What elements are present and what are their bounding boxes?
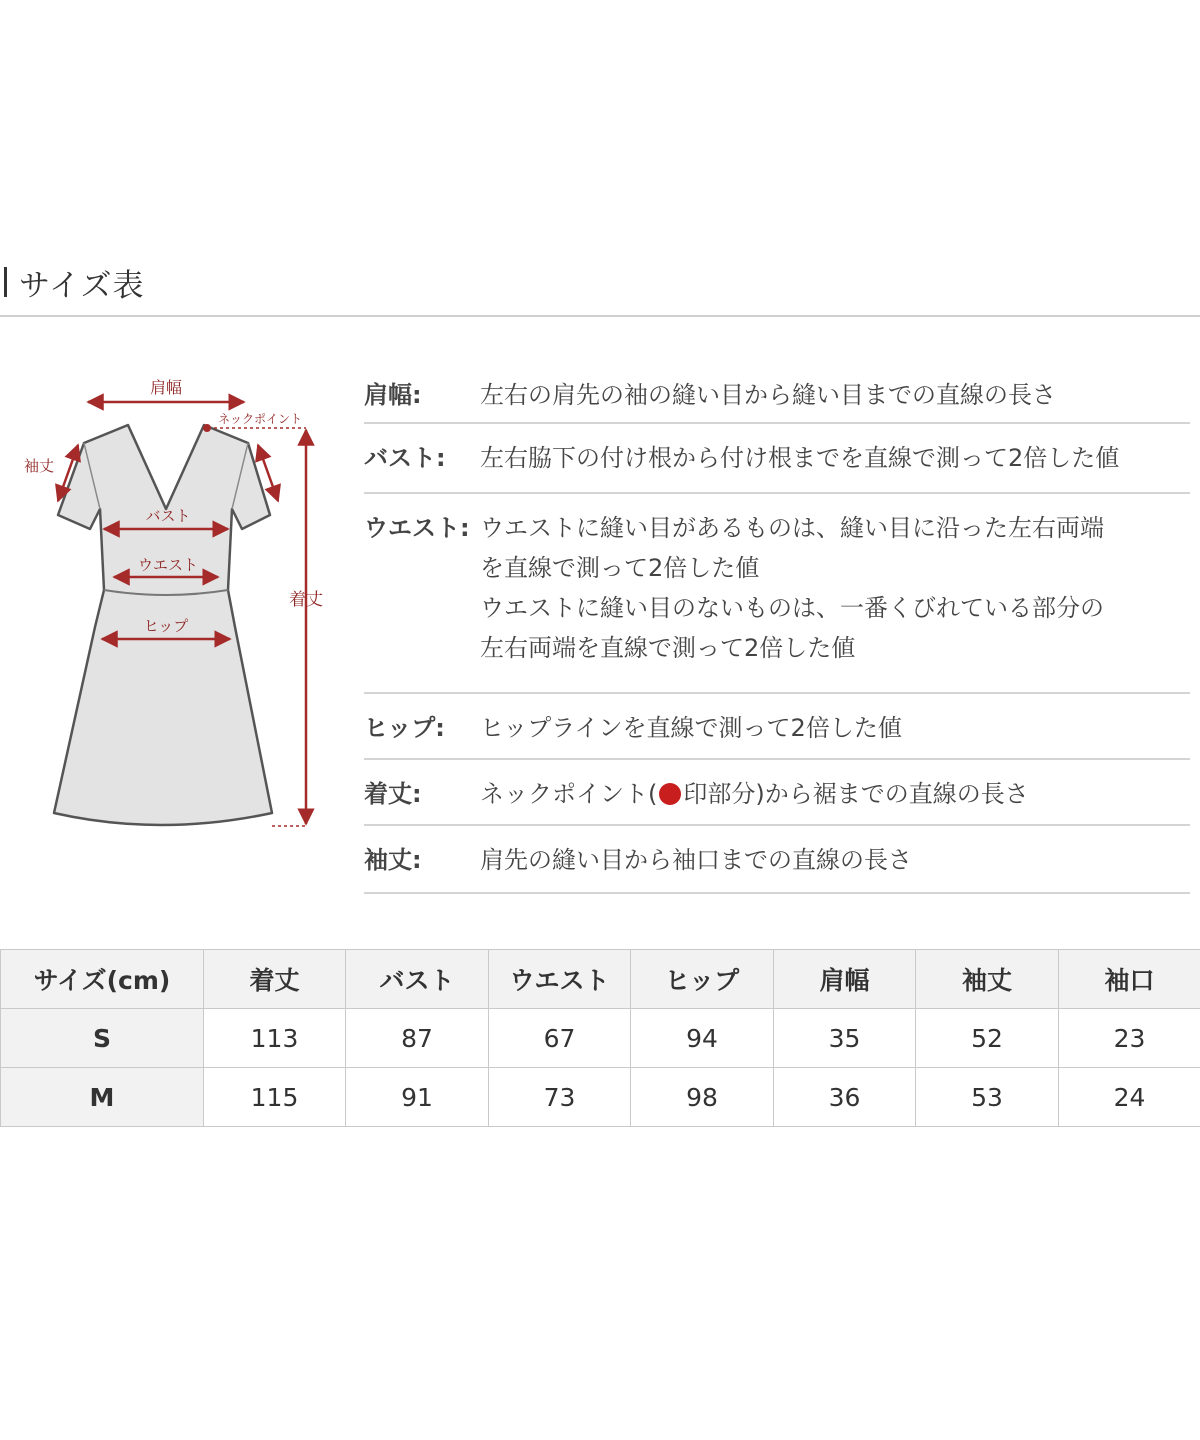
column-header-cuff: 袖口	[1059, 950, 1200, 1009]
definition-text	[480, 438, 1190, 492]
heading-accent-bar	[4, 267, 7, 297]
definition-line: を直線で測って2倍した値	[480, 554, 760, 582]
column-header-shoulder: 肩幅	[774, 950, 916, 1009]
neck-point-dot-icon	[659, 783, 681, 805]
definition-text-before: ネックポイント(	[480, 780, 658, 808]
table-cell: 67	[489, 1009, 631, 1068]
table-cell: 91	[346, 1068, 489, 1127]
table-cell: 35	[774, 1009, 916, 1068]
definition-line: ウエストに縫い目があるものは、縫い目に沿った左右両端	[480, 514, 1104, 542]
table-cell: 98	[631, 1068, 774, 1127]
length-label: 着丈	[289, 590, 323, 610]
definition-row-sleeve	[364, 826, 1190, 894]
column-header-hip: ヒップ	[631, 950, 774, 1009]
sleeve-label: 袖丈	[24, 457, 55, 475]
definition-text	[480, 375, 1190, 422]
definition-text-after: 印部分)から裾までの直線の長さ	[683, 780, 1029, 808]
dress-measurement-diagram	[0, 365, 345, 845]
column-header-bust: バスト	[346, 950, 489, 1009]
definition-text	[480, 508, 1190, 692]
column-header-sleeve: 袖丈	[916, 950, 1059, 1009]
definition-line: 肩先の縫い目から袖口までの直線の長さ	[480, 846, 912, 874]
row-header-size: S	[1, 1009, 204, 1068]
definition-line: 左右の肩先の袖の縫い目から縫い目までの直線の長さ	[480, 381, 1056, 409]
definition-text	[480, 840, 1190, 892]
definition-text	[480, 708, 1190, 758]
bust-label: バスト	[145, 507, 191, 525]
definition-term: 着丈:	[364, 780, 422, 808]
table-cell: 52	[916, 1009, 1059, 1068]
waist-label: ウエスト	[137, 556, 199, 574]
table-row	[1, 1009, 1200, 1068]
table-cell: 94	[631, 1009, 774, 1068]
column-header-length: 着丈	[204, 950, 346, 1009]
section-heading	[0, 262, 145, 302]
definition-line: ウエストに縫い目のないものは、一番くびれている部分の	[480, 594, 1104, 622]
shoulder-label: 肩幅	[149, 378, 183, 397]
definition-term: バスト:	[364, 444, 446, 472]
definition-line: ヒップラインを直線で測って2倍した値	[480, 714, 902, 742]
definition-row-waist	[364, 494, 1190, 694]
size-table	[0, 949, 1200, 1127]
table-cell: 115	[204, 1068, 346, 1127]
definition-row-hip	[364, 694, 1190, 760]
neck-point-dot	[203, 424, 211, 432]
table-header-row	[1, 950, 1200, 1009]
definition-line: 左右両端を直線で測って2倍した値	[480, 634, 856, 662]
column-header-size: サイズ(cm)	[1, 950, 204, 1009]
table-cell: 23	[1059, 1009, 1200, 1068]
row-header-size: M	[1, 1068, 204, 1127]
table-cell: 24	[1059, 1068, 1200, 1127]
definition-line: 左右脇下の付け根から付け根までを直線で測って2倍した値	[480, 444, 1120, 472]
page-title: サイズ表	[19, 267, 145, 304]
definition-row-length	[364, 760, 1190, 826]
definition-row-bust	[364, 424, 1190, 494]
definition-term: ウエスト:	[364, 514, 470, 542]
table-cell: 36	[774, 1068, 916, 1127]
table-row	[1, 1068, 1200, 1127]
definition-text	[480, 774, 1190, 824]
hip-label: ヒップ	[143, 617, 189, 635]
definition-term: ヒップ:	[364, 714, 445, 742]
measurement-definitions	[364, 362, 1190, 894]
definition-term: 肩幅:	[364, 381, 422, 409]
definition-row-shoulder	[364, 362, 1190, 424]
table-cell: 87	[346, 1009, 489, 1068]
neck-point-label: ネックポイント	[218, 412, 303, 426]
heading-divider	[0, 315, 1200, 317]
column-header-waist: ウエスト	[489, 950, 631, 1009]
table-cell: 113	[204, 1009, 346, 1068]
table-cell: 53	[916, 1068, 1059, 1127]
table-cell: 73	[489, 1068, 631, 1127]
definition-term: 袖丈:	[364, 846, 422, 874]
